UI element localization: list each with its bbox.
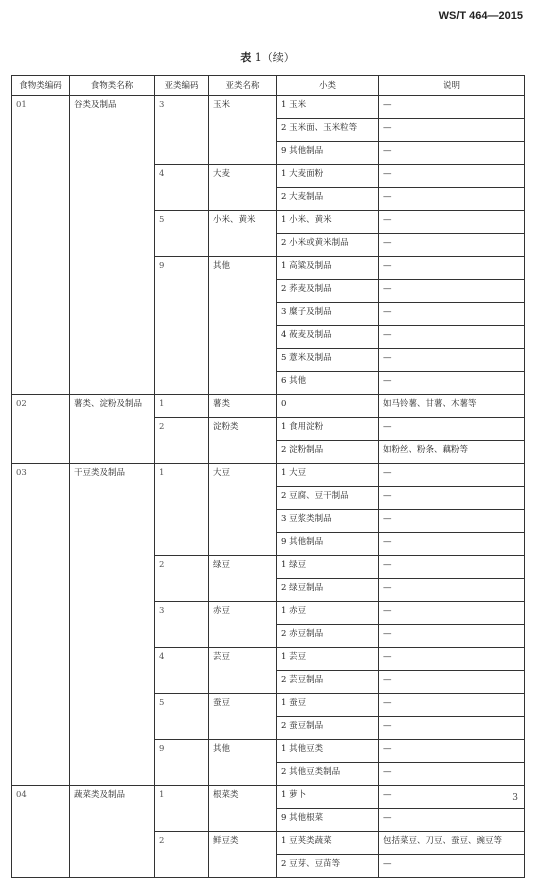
subgroup-name-cell: 蚕豆: [209, 694, 277, 740]
item-note-cell: —: [379, 211, 525, 234]
item-note-cell: —: [379, 464, 525, 487]
item-name-cell: 1 玉米: [277, 96, 379, 119]
item-name-cell: 0: [277, 395, 379, 418]
item-name-cell: 2 蚕豆制品: [277, 717, 379, 740]
subgroup-code-cell: 2: [155, 418, 209, 464]
subgroup-name-cell: 赤豆: [209, 602, 277, 648]
item-note-cell: —: [379, 855, 525, 878]
column-header: 食物类编码: [12, 76, 70, 96]
subgroup-name-cell: 大麦: [209, 165, 277, 211]
item-note-cell: —: [379, 349, 525, 372]
item-note-cell: —: [379, 602, 525, 625]
item-note-cell: —: [379, 188, 525, 211]
item-note-cell: —: [379, 303, 525, 326]
item-note-cell: —: [379, 786, 525, 809]
item-note-cell: —: [379, 763, 525, 786]
column-header: 亚类编码: [155, 76, 209, 96]
subgroup-code-cell: 9: [155, 740, 209, 786]
item-name-cell: 1 芸豆: [277, 648, 379, 671]
item-name-cell: 2 其他豆类制品: [277, 763, 379, 786]
item-name-cell: 1 高粱及制品: [277, 257, 379, 280]
standard-code: WS/T 464—2015: [438, 10, 523, 22]
item-note-cell: —: [379, 234, 525, 257]
item-note-cell: —: [379, 510, 525, 533]
subgroup-code-cell: 1: [155, 786, 209, 832]
subgroup-name-cell: 大豆: [209, 464, 277, 556]
item-name-cell: 1 其他豆类: [277, 740, 379, 763]
subgroup-name-cell: 淀粉类: [209, 418, 277, 464]
item-name-cell: 4 莜麦及制品: [277, 326, 379, 349]
item-name-cell: 9 其他制品: [277, 533, 379, 556]
subgroup-code-cell: 2: [155, 556, 209, 602]
item-note-cell: —: [379, 257, 525, 280]
table-header-row: [12, 76, 525, 96]
item-name-cell: 2 荞麦及制品: [277, 280, 379, 303]
food-group-code-cell: 02: [12, 395, 70, 464]
item-note-cell: 如粉丝、粉条、藕粉等: [379, 441, 525, 464]
item-name-cell: 2 豆芽、豆苗等: [277, 855, 379, 878]
food-group-name-cell: 薯类、淀粉及制品: [70, 395, 155, 464]
item-name-cell: 2 淀粉制品: [277, 441, 379, 464]
table-row: [12, 786, 525, 809]
subgroup-name-cell: 鲜豆类: [209, 832, 277, 878]
item-note-cell: —: [379, 809, 525, 832]
item-name-cell: 1 大豆: [277, 464, 379, 487]
item-name-cell: 2 大麦制品: [277, 188, 379, 211]
subgroup-code-cell: 1: [155, 395, 209, 418]
table-caption: [0, 49, 535, 65]
caption-note: （续）: [261, 51, 295, 64]
item-name-cell: 1 萝卜: [277, 786, 379, 809]
item-name-cell: 1 食用淀粉: [277, 418, 379, 441]
subgroup-name-cell: 绿豆: [209, 556, 277, 602]
table-row: [12, 464, 525, 487]
item-note-cell: —: [379, 119, 525, 142]
subgroup-name-cell: 小米、黄米: [209, 211, 277, 257]
item-name-cell: 9 其他制品: [277, 142, 379, 165]
column-header: 亚类名称: [209, 76, 277, 96]
subgroup-code-cell: 3: [155, 96, 209, 165]
table-row: [12, 395, 525, 418]
column-header: 小类: [277, 76, 379, 96]
subgroup-name-cell: 其他: [209, 257, 277, 395]
item-name-cell: 6 其他: [277, 372, 379, 395]
item-name-cell: 1 豆荚类蔬菜: [277, 832, 379, 855]
item-note-cell: —: [379, 625, 525, 648]
item-name-cell: 3 豆浆类制品: [277, 510, 379, 533]
table-row: [12, 96, 525, 119]
item-note-cell: —: [379, 533, 525, 556]
item-note-cell: —: [379, 487, 525, 510]
item-note-cell: —: [379, 372, 525, 395]
item-name-cell: 1 赤豆: [277, 602, 379, 625]
item-name-cell: 2 小米或黄米制品: [277, 234, 379, 257]
food-group-name-cell: 干豆类及制品: [70, 464, 155, 786]
food-group-name-cell: 谷类及制品: [70, 96, 155, 395]
food-group-code-cell: 04: [12, 786, 70, 878]
item-note-cell: —: [379, 165, 525, 188]
item-note-cell: —: [379, 326, 525, 349]
item-name-cell: 2 绿豆制品: [277, 579, 379, 602]
item-note-cell: —: [379, 694, 525, 717]
item-note-cell: —: [379, 740, 525, 763]
subgroup-code-cell: 4: [155, 648, 209, 694]
page-number: 3: [512, 793, 518, 803]
subgroup-code-cell: 5: [155, 211, 209, 257]
subgroup-code-cell: 1: [155, 464, 209, 556]
subgroup-name-cell: 根菜类: [209, 786, 277, 832]
subgroup-code-cell: 3: [155, 602, 209, 648]
table-body: [12, 96, 525, 878]
subgroup-name-cell: 薯类: [209, 395, 277, 418]
subgroup-code-cell: 9: [155, 257, 209, 395]
item-note-cell: —: [379, 671, 525, 694]
item-note-cell: 如马铃薯、甘薯、木薯等: [379, 395, 525, 418]
item-name-cell: 2 赤豆制品: [277, 625, 379, 648]
column-header: 食物类名称: [70, 76, 155, 96]
subgroup-name-cell: 其他: [209, 740, 277, 786]
food-group-code-cell: 03: [12, 464, 70, 786]
item-name-cell: 2 芸豆制品: [277, 671, 379, 694]
food-classification-table: [11, 75, 525, 878]
item-note-cell: —: [379, 648, 525, 671]
column-header: 说明: [379, 76, 525, 96]
item-note-cell: 包括菜豆、刀豆、蚕豆、豌豆等: [379, 832, 525, 855]
item-note-cell: —: [379, 556, 525, 579]
item-name-cell: 1 小米、黄米: [277, 211, 379, 234]
item-name-cell: 2 玉米面、玉米粒等: [277, 119, 379, 142]
item-name-cell: 5 薏米及制品: [277, 349, 379, 372]
subgroup-code-cell: 4: [155, 165, 209, 211]
subgroup-name-cell: 芸豆: [209, 648, 277, 694]
item-name-cell: 1 蚕豆: [277, 694, 379, 717]
subgroup-name-cell: 玉米: [209, 96, 277, 165]
item-note-cell: —: [379, 280, 525, 303]
item-note-cell: —: [379, 579, 525, 602]
caption-number: 1: [254, 51, 262, 64]
item-name-cell: 2 豆腐、豆干制品: [277, 487, 379, 510]
item-note-cell: —: [379, 717, 525, 740]
subgroup-code-cell: 2: [155, 832, 209, 878]
food-group-name-cell: 蔬菜类及制品: [70, 786, 155, 878]
caption-label: 表: [240, 52, 252, 64]
food-group-code-cell: 01: [12, 96, 70, 395]
item-note-cell: —: [379, 418, 525, 441]
item-name-cell: 9 其他根菜: [277, 809, 379, 832]
item-note-cell: —: [379, 142, 525, 165]
item-name-cell: 1 绿豆: [277, 556, 379, 579]
subgroup-code-cell: 5: [155, 694, 209, 740]
item-name-cell: 1 大麦面粉: [277, 165, 379, 188]
item-note-cell: —: [379, 96, 525, 119]
item-name-cell: 3 糜子及制品: [277, 303, 379, 326]
